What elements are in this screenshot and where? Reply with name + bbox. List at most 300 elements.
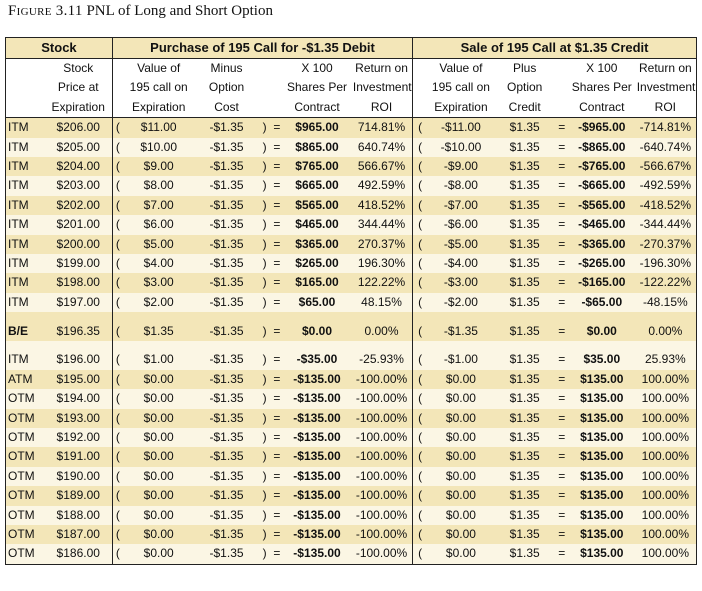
subheader-row (6, 78, 697, 97)
short-pnl-cell: $0.00 (569, 321, 635, 341)
equals-sign: = (271, 350, 283, 369)
close-paren: ) (258, 525, 270, 544)
spacer-cell (6, 341, 113, 350)
moneyness-label: ITM (6, 196, 45, 215)
short-call-value-cell: $0.00 (427, 389, 495, 408)
short-call-value-cell: $0.00 (427, 409, 495, 428)
short-pnl-cell: -$865.00 (569, 138, 635, 157)
subheader-cell (271, 98, 283, 118)
subheader-cell: Expiration (123, 98, 195, 118)
long-roi-cell: -100.00% (351, 389, 413, 408)
subheader-cell (413, 98, 427, 118)
subheader-cell (112, 98, 122, 118)
option-credit-cell: $1.35 (495, 370, 555, 389)
stock-price-cell: $196.35 (45, 321, 113, 341)
call-value-cell: $0.00 (123, 409, 195, 428)
open-paren: ( (413, 176, 427, 195)
figure-number: Figure 3.11 (8, 3, 83, 19)
equals-sign: = (555, 370, 569, 389)
option-credit-cell: $1.35 (495, 486, 555, 505)
open-paren: ( (413, 157, 427, 176)
short-pnl-cell: $135.00 (569, 486, 635, 505)
table-row (6, 235, 697, 254)
close-paren: ) (258, 428, 270, 447)
long-pnl-cell: $965.00 (283, 118, 351, 138)
short-roi-cell: 100.00% (635, 428, 697, 447)
equals-sign: = (555, 525, 569, 544)
long-pnl-cell: $365.00 (283, 235, 351, 254)
stock-price-cell: $203.00 (45, 176, 113, 195)
short-pnl-cell: -$165.00 (569, 273, 635, 292)
subheader-cell: ROI (351, 98, 413, 118)
call-value-cell: $8.00 (123, 176, 195, 195)
close-paren: ) (258, 409, 270, 428)
moneyness-label: OTM (6, 506, 45, 525)
subheader-cell: Stock (45, 59, 113, 79)
short-call-value-cell: -$1.35 (427, 321, 495, 341)
subheader-cell: ROI (635, 98, 697, 118)
moneyness-label: ITM (6, 215, 45, 234)
equals-sign: = (271, 157, 283, 176)
short-call-value-cell: $0.00 (427, 506, 495, 525)
call-value-cell: $0.00 (123, 370, 195, 389)
equals-sign: = (555, 196, 569, 215)
equals-sign: = (271, 486, 283, 505)
moneyness-label: ATM (6, 370, 45, 389)
call-value-cell: $1.00 (123, 350, 195, 369)
moneyness-label: ITM (6, 176, 45, 195)
moneyness-label: B/E (6, 321, 45, 341)
short-pnl-cell: -$265.00 (569, 254, 635, 273)
spacer-row (6, 312, 697, 321)
moneyness-label: ITM (6, 235, 45, 254)
short-call-value-cell: -$10.00 (427, 138, 495, 157)
equals-sign: = (271, 254, 283, 273)
short-roi-cell: 100.00% (635, 409, 697, 428)
table-row (6, 254, 697, 273)
long-pnl-cell: $665.00 (283, 176, 351, 195)
short-call-value-cell: -$1.00 (427, 350, 495, 369)
open-paren: ( (413, 544, 427, 564)
long-roi-cell: -100.00% (351, 525, 413, 544)
equals-sign: = (555, 409, 569, 428)
stock-price-cell: $197.00 (45, 293, 113, 312)
moneyness-label: OTM (6, 467, 45, 486)
short-call-value-cell: $0.00 (427, 370, 495, 389)
figure-title (8, 3, 273, 20)
long-roi-cell: 640.74% (351, 138, 413, 157)
open-paren: ( (413, 506, 427, 525)
subheader-cell (258, 59, 270, 79)
long-pnl-cell: $165.00 (283, 273, 351, 292)
pnl-table-body (6, 38, 697, 565)
long-pnl-cell: -$35.00 (283, 350, 351, 369)
table-row (6, 467, 697, 486)
table-row (6, 486, 697, 505)
subheader-cell: Investment (351, 78, 413, 97)
equals-sign: = (271, 273, 283, 292)
option-credit-cell: $1.35 (495, 176, 555, 195)
close-paren: ) (258, 321, 270, 341)
equals-sign: = (555, 138, 569, 157)
option-credit-cell: $1.35 (495, 138, 555, 157)
close-paren: ) (258, 293, 270, 312)
option-credit-cell: $1.35 (495, 506, 555, 525)
close-paren: ) (258, 196, 270, 215)
spacer-cell (112, 312, 412, 321)
option-cost-cell: -$1.35 (195, 544, 259, 564)
subheader-cell: Option (495, 78, 555, 97)
header-purchase: Purchase of 195 Call for -$1.35 Debit (112, 38, 412, 59)
option-credit-cell: $1.35 (495, 293, 555, 312)
open-paren: ( (413, 293, 427, 312)
open-paren: ( (413, 350, 427, 369)
call-value-cell: $0.00 (123, 486, 195, 505)
open-paren: ( (413, 409, 427, 428)
subheader-cell (555, 98, 569, 118)
stock-price-cell: $206.00 (45, 118, 113, 138)
subheader-cell (258, 78, 270, 97)
equals-sign: = (555, 467, 569, 486)
short-call-value-cell: $0.00 (427, 467, 495, 486)
spacer-cell (413, 341, 697, 350)
equals-sign: = (271, 525, 283, 544)
open-paren: ( (112, 486, 122, 505)
short-call-value-cell: -$5.00 (427, 235, 495, 254)
option-cost-cell: -$1.35 (195, 506, 259, 525)
short-roi-cell: -122.22% (635, 273, 697, 292)
option-credit-cell: $1.35 (495, 467, 555, 486)
equals-sign: = (555, 428, 569, 447)
table-row (6, 273, 697, 292)
open-paren: ( (413, 486, 427, 505)
short-pnl-cell: $135.00 (569, 467, 635, 486)
subheader-row (6, 98, 697, 118)
long-pnl-cell: $565.00 (283, 196, 351, 215)
open-paren: ( (112, 447, 122, 466)
short-pnl-cell: $135.00 (569, 389, 635, 408)
pnl-table (5, 37, 697, 565)
short-call-value-cell: $0.00 (427, 486, 495, 505)
short-roi-cell: 100.00% (635, 506, 697, 525)
open-paren: ( (413, 370, 427, 389)
moneyness-label: OTM (6, 525, 45, 544)
open-paren: ( (112, 196, 122, 215)
long-pnl-cell: -$135.00 (283, 370, 351, 389)
open-paren: ( (413, 525, 427, 544)
short-call-value-cell: $0.00 (427, 447, 495, 466)
equals-sign: = (271, 506, 283, 525)
short-roi-cell: -566.67% (635, 157, 697, 176)
option-credit-cell: $1.35 (495, 428, 555, 447)
open-paren: ( (112, 118, 122, 138)
equals-sign: = (271, 447, 283, 466)
close-paren: ) (258, 254, 270, 273)
equals-sign: = (271, 235, 283, 254)
long-roi-cell: -100.00% (351, 544, 413, 564)
table-row (6, 447, 697, 466)
subheader-cell: X 100 (283, 59, 351, 79)
short-call-value-cell: -$3.00 (427, 273, 495, 292)
long-pnl-cell: $765.00 (283, 157, 351, 176)
close-paren: ) (258, 157, 270, 176)
close-paren: ) (258, 273, 270, 292)
equals-sign: = (555, 273, 569, 292)
spacer-cell (413, 312, 697, 321)
long-roi-cell: 714.81% (351, 118, 413, 138)
table-row (6, 409, 697, 428)
open-paren: ( (413, 321, 427, 341)
open-paren: ( (112, 254, 122, 273)
short-roi-cell: 100.00% (635, 467, 697, 486)
subheader-row (6, 59, 697, 79)
table-row (6, 389, 697, 408)
short-roi-cell: -640.74% (635, 138, 697, 157)
long-pnl-cell: -$135.00 (283, 447, 351, 466)
call-value-cell: $6.00 (123, 215, 195, 234)
subheader-cell: 195 call on (427, 78, 495, 97)
short-roi-cell: 100.00% (635, 447, 697, 466)
stock-price-cell: $205.00 (45, 138, 113, 157)
short-pnl-cell: $135.00 (569, 428, 635, 447)
table-row (6, 157, 697, 176)
short-roi-cell: -418.52% (635, 196, 697, 215)
short-roi-cell: 100.00% (635, 544, 697, 564)
long-pnl-cell: -$135.00 (283, 389, 351, 408)
option-credit-cell: $1.35 (495, 273, 555, 292)
moneyness-label: OTM (6, 544, 45, 564)
close-paren: ) (258, 370, 270, 389)
subheader-cell (258, 98, 270, 118)
moneyness-label: OTM (6, 447, 45, 466)
long-pnl-cell: $65.00 (283, 293, 351, 312)
equals-sign: = (555, 157, 569, 176)
call-value-cell: $9.00 (123, 157, 195, 176)
header-sale: Sale of 195 Call at $1.35 Credit (413, 38, 697, 59)
short-call-value-cell: $0.00 (427, 428, 495, 447)
call-value-cell: $0.00 (123, 525, 195, 544)
spacer-cell (6, 312, 113, 321)
table-row (6, 176, 697, 195)
equals-sign: = (555, 118, 569, 138)
equals-sign: = (271, 544, 283, 564)
table-row (6, 428, 697, 447)
long-pnl-cell: -$135.00 (283, 525, 351, 544)
short-roi-cell: 100.00% (635, 525, 697, 544)
stock-price-cell: $202.00 (45, 196, 113, 215)
subheader-cell (6, 98, 45, 118)
subheader-cell: Investment (635, 78, 697, 97)
table-row (6, 196, 697, 215)
stock-price-cell: $201.00 (45, 215, 113, 234)
short-pnl-cell: $135.00 (569, 409, 635, 428)
equals-sign: = (271, 467, 283, 486)
equals-sign: = (271, 370, 283, 389)
subheader-cell (271, 59, 283, 79)
moneyness-label: ITM (6, 293, 45, 312)
table-row (6, 544, 697, 564)
option-cost-cell: -$1.35 (195, 467, 259, 486)
equals-sign: = (555, 486, 569, 505)
close-paren: ) (258, 118, 270, 138)
short-pnl-cell: $135.00 (569, 370, 635, 389)
subheader-cell: Credit (495, 98, 555, 118)
call-value-cell: $3.00 (123, 273, 195, 292)
subheader-cell: Cost (195, 98, 259, 118)
close-paren: ) (258, 138, 270, 157)
option-credit-cell: $1.35 (495, 544, 555, 564)
open-paren: ( (112, 467, 122, 486)
subheader-cell: Shares Per (569, 78, 635, 97)
open-paren: ( (112, 506, 122, 525)
short-pnl-cell: -$465.00 (569, 215, 635, 234)
close-paren: ) (258, 467, 270, 486)
option-credit-cell: $1.35 (495, 196, 555, 215)
option-cost-cell: -$1.35 (195, 486, 259, 505)
moneyness-label: ITM (6, 138, 45, 157)
open-paren: ( (112, 321, 122, 341)
long-roi-cell: -100.00% (351, 506, 413, 525)
equals-sign: = (555, 176, 569, 195)
option-credit-cell: $1.35 (495, 409, 555, 428)
long-pnl-cell: -$135.00 (283, 409, 351, 428)
option-cost-cell: -$1.35 (195, 196, 259, 215)
open-paren: ( (112, 215, 122, 234)
stock-price-cell: $194.00 (45, 389, 113, 408)
table-row (6, 118, 697, 138)
option-cost-cell: -$1.35 (195, 157, 259, 176)
subheader-cell (6, 78, 45, 97)
short-pnl-cell: $135.00 (569, 447, 635, 466)
short-roi-cell: 0.00% (635, 321, 697, 341)
option-cost-cell: -$1.35 (195, 370, 259, 389)
subheader-cell: Option (195, 78, 259, 97)
subheader-cell: Contract (283, 98, 351, 118)
open-paren: ( (112, 235, 122, 254)
open-paren: ( (112, 176, 122, 195)
stock-price-cell: $193.00 (45, 409, 113, 428)
open-paren: ( (112, 428, 122, 447)
equals-sign: = (271, 428, 283, 447)
short-roi-cell: 100.00% (635, 389, 697, 408)
option-cost-cell: -$1.35 (195, 409, 259, 428)
long-roi-cell: 0.00% (351, 321, 413, 341)
short-call-value-cell: -$7.00 (427, 196, 495, 215)
close-paren: ) (258, 235, 270, 254)
call-value-cell: $0.00 (123, 447, 195, 466)
option-credit-cell: $1.35 (495, 118, 555, 138)
short-roi-cell: 100.00% (635, 370, 697, 389)
open-paren: ( (112, 370, 122, 389)
moneyness-label: OTM (6, 409, 45, 428)
open-paren: ( (413, 428, 427, 447)
equals-sign: = (555, 350, 569, 369)
short-roi-cell: -714.81% (635, 118, 697, 138)
option-cost-cell: -$1.35 (195, 350, 259, 369)
short-roi-cell: 25.93% (635, 350, 697, 369)
long-roi-cell: 566.67% (351, 157, 413, 176)
call-value-cell: $4.00 (123, 254, 195, 273)
stock-price-cell: $195.00 (45, 370, 113, 389)
equals-sign: = (271, 389, 283, 408)
open-paren: ( (112, 293, 122, 312)
open-paren: ( (413, 447, 427, 466)
long-roi-cell: -25.93% (351, 350, 413, 369)
close-paren: ) (258, 389, 270, 408)
subheader-cell: Value of (427, 59, 495, 79)
short-roi-cell: 100.00% (635, 486, 697, 505)
subheader-cell: Value of (123, 59, 195, 79)
open-paren: ( (112, 273, 122, 292)
open-paren: ( (413, 118, 427, 138)
open-paren: ( (112, 157, 122, 176)
short-call-value-cell: $0.00 (427, 544, 495, 564)
stock-price-cell: $192.00 (45, 428, 113, 447)
call-value-cell: $0.00 (123, 544, 195, 564)
stock-price-cell: $200.00 (45, 235, 113, 254)
open-paren: ( (413, 138, 427, 157)
equals-sign: = (555, 506, 569, 525)
subheader-cell (112, 78, 122, 97)
option-cost-cell: -$1.35 (195, 428, 259, 447)
equals-sign: = (271, 118, 283, 138)
short-call-value-cell: -$9.00 (427, 157, 495, 176)
equals-sign: = (555, 254, 569, 273)
short-pnl-cell: -$565.00 (569, 196, 635, 215)
table-row (6, 525, 697, 544)
equals-sign: = (555, 293, 569, 312)
short-call-value-cell: -$4.00 (427, 254, 495, 273)
moneyness-label: ITM (6, 157, 45, 176)
long-pnl-cell: $865.00 (283, 138, 351, 157)
option-cost-cell: -$1.35 (195, 235, 259, 254)
call-value-cell: $5.00 (123, 235, 195, 254)
short-roi-cell: -344.44% (635, 215, 697, 234)
moneyness-label: ITM (6, 350, 45, 369)
subheader-cell: Return on (635, 59, 697, 79)
subheader-cell (413, 59, 427, 79)
option-credit-cell: $1.35 (495, 235, 555, 254)
subheader-cell: Contract (569, 98, 635, 118)
long-roi-cell: 270.37% (351, 235, 413, 254)
table-row (6, 215, 697, 234)
option-credit-cell: $1.35 (495, 389, 555, 408)
stock-price-cell: $190.00 (45, 467, 113, 486)
option-credit-cell: $1.35 (495, 321, 555, 341)
long-pnl-cell: $265.00 (283, 254, 351, 273)
subheader-cell: X 100 (569, 59, 635, 79)
close-paren: ) (258, 486, 270, 505)
short-pnl-cell: -$665.00 (569, 176, 635, 195)
short-pnl-cell: $135.00 (569, 506, 635, 525)
open-paren: ( (413, 215, 427, 234)
stock-price-cell: $187.00 (45, 525, 113, 544)
header-row (6, 38, 697, 59)
short-pnl-cell: -$65.00 (569, 293, 635, 312)
short-pnl-cell: $135.00 (569, 525, 635, 544)
equals-sign: = (271, 409, 283, 428)
subheader-cell (413, 78, 427, 97)
subheader-cell: 195 call on (123, 78, 195, 97)
long-roi-cell: 196.30% (351, 254, 413, 273)
stock-price-cell: $196.00 (45, 350, 113, 369)
long-pnl-cell: -$135.00 (283, 428, 351, 447)
short-pnl-cell: -$365.00 (569, 235, 635, 254)
long-roi-cell: -100.00% (351, 467, 413, 486)
long-pnl-cell: -$135.00 (283, 506, 351, 525)
subheader-cell: Plus (495, 59, 555, 79)
open-paren: ( (413, 273, 427, 292)
